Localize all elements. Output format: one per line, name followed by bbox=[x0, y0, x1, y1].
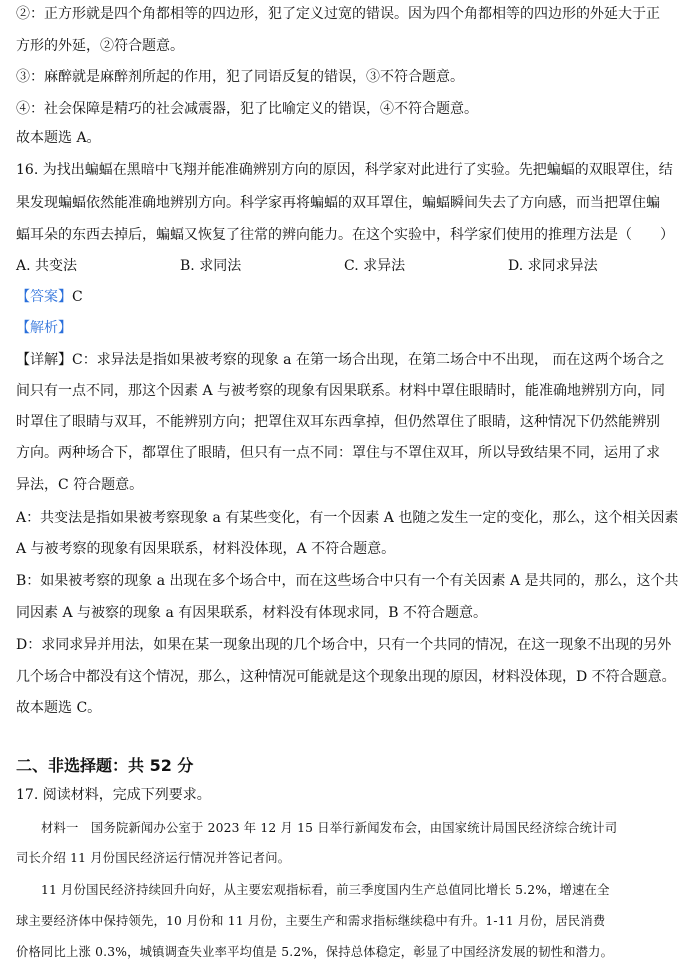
q16-detail-line bbox=[16, 350, 664, 370]
q16-stem-line: 果发现蝙蝠依然能准确地辨别方向。科学家再将蝙蝠的双耳罩住，蝙蝠瞬间失去了方向感，而当把罩住蝙 bbox=[16, 195, 660, 211]
answer-value: C bbox=[72, 289, 83, 305]
answer-tag: 【答案】 bbox=[16, 289, 72, 305]
q17-stem: 17. 阅读材料，完成下列要求。 bbox=[16, 787, 211, 803]
q16-analysis-line: A 与被考察的现象有因果联系，材料没体现，A 不符合题意。 bbox=[16, 541, 396, 557]
q16-answer-line bbox=[16, 287, 83, 307]
q16-detail-line: 间只有一点不同，那这个因素 A 与被考察的现象有因果联系。材料中罩住眼睛时，能准确地辨别方向，同 bbox=[16, 383, 666, 399]
q17-material-line: 球主要经济体中保持领先，10 月份和 11 月份，主要生产和需求指标继续稳中有升。1-11 月份，居民消费 bbox=[16, 914, 606, 928]
q16-option-c: C. 求异法 bbox=[344, 258, 406, 274]
q16-analysis-line: B：如果被考察的现象 a 出现在多个场合中，而在这些场合中只有一个有关因素 A 是共同的，那么，这个共 bbox=[16, 573, 679, 589]
q17-material-line: 11 月份国民经济持续回升向好，从主要宏观指标看，前三季度国内生产总值同比增长 5.2%，增速在全 bbox=[16, 883, 610, 897]
q16-analysis-tag-line bbox=[16, 318, 72, 338]
detail-tag: 【详解】 bbox=[16, 352, 72, 368]
q16-analysis-line: 同因素 A 与被察的现象 a 有因果联系，材料没有体现求同，B 不符合题意。 bbox=[16, 605, 487, 621]
q16-detail-line: 时罩住了眼睛与双耳，不能辨别方向；把罩住双耳东西拿掉，但仍然罩住了眼睛，这种情况下仍然能辨别 bbox=[16, 414, 660, 430]
q16-analysis-line: D：求同求异并用法，如果在某一现象出现的几个场合中，只有一个共同的情况，在这一现象不出现的另外 bbox=[16, 637, 672, 653]
q16-stem-line: 蝠耳朵的东西去掉后，蝙蝠又恢复了往常的辨向能力。在这个实验中，科学家们使用的推理方法是（ ） bbox=[16, 227, 674, 243]
analysis-tag: 【解析】 bbox=[16, 320, 72, 336]
q16-analysis-line: 几个场合中都没有这个情况，那么，这种情况可能就是这个现象出现的原因，材料没体现，D 不符合题意。 bbox=[16, 669, 676, 685]
q16-detail-line: 方向。两种场合下，都罩住了眼睛，但只有一点不同：罩住与不罩住双耳，所以导致结果不同，运用了求 bbox=[16, 445, 660, 461]
q17-material-line: 价格同比上涨 0.3%，城镇调查失业率平均值是 5.2%，保持总体稳定，彰显了中国经济发展的韧性和潜力。 bbox=[16, 945, 614, 959]
q16-analysis-line: A：共变法是指如果被考察现象 a 有某些变化，有一个因素 A 也随之发生一定的变化，那么，这个相关因素 bbox=[16, 510, 679, 526]
prev-analysis-conclusion: 故本题选 A。 bbox=[16, 130, 101, 146]
q16-option-a: A. 共变法 bbox=[16, 258, 78, 274]
q16-stem-line: 16. 为找出蝙蝠在黑暗中飞翔并能准确辨别方向的原因，科学家对此进行了实验。先把蝙蝠的双眼罩住，结 bbox=[16, 162, 673, 178]
q16-detail-line: 异法，C 符合题意。 bbox=[16, 477, 144, 493]
prev-analysis-line: ②：正方形就是四个角都相等的四边形，犯了定义过宽的错误。因为四个角都相等的四边形的外延大于正 bbox=[16, 6, 660, 22]
q16-conclusion: 故本题选 C。 bbox=[16, 700, 102, 716]
section-heading: 二、非选择题：共 52 分 bbox=[16, 756, 194, 775]
q17-material-line: 材料一 国务院新闻办公室于 2023 年 12 月 15 日举行新闻发布会，由国家统计局国民经济综合统计司 bbox=[16, 821, 618, 835]
prev-analysis-line: 方形的外延，②符合题意。 bbox=[16, 38, 184, 54]
detail-text: C：求异法是指如果被考察的现象 a 在第一场合出现，在第二场合中不出现， 而在这两个场合之 bbox=[72, 352, 665, 368]
prev-analysis-line: ④：社会保障是精巧的社会减震器，犯了比喻定义的错误，④不符合题意。 bbox=[16, 101, 478, 117]
q17-material-line: 司长介绍 11 月份国民经济运行情况并答记者问。 bbox=[16, 851, 291, 865]
q16-option-b: B. 求同法 bbox=[180, 258, 242, 274]
prev-analysis-line: ③：麻醉就是麻醉剂所起的作用，犯了同语反复的错误，③不符合题意。 bbox=[16, 69, 464, 85]
q16-option-d: D. 求同求异法 bbox=[508, 258, 598, 274]
